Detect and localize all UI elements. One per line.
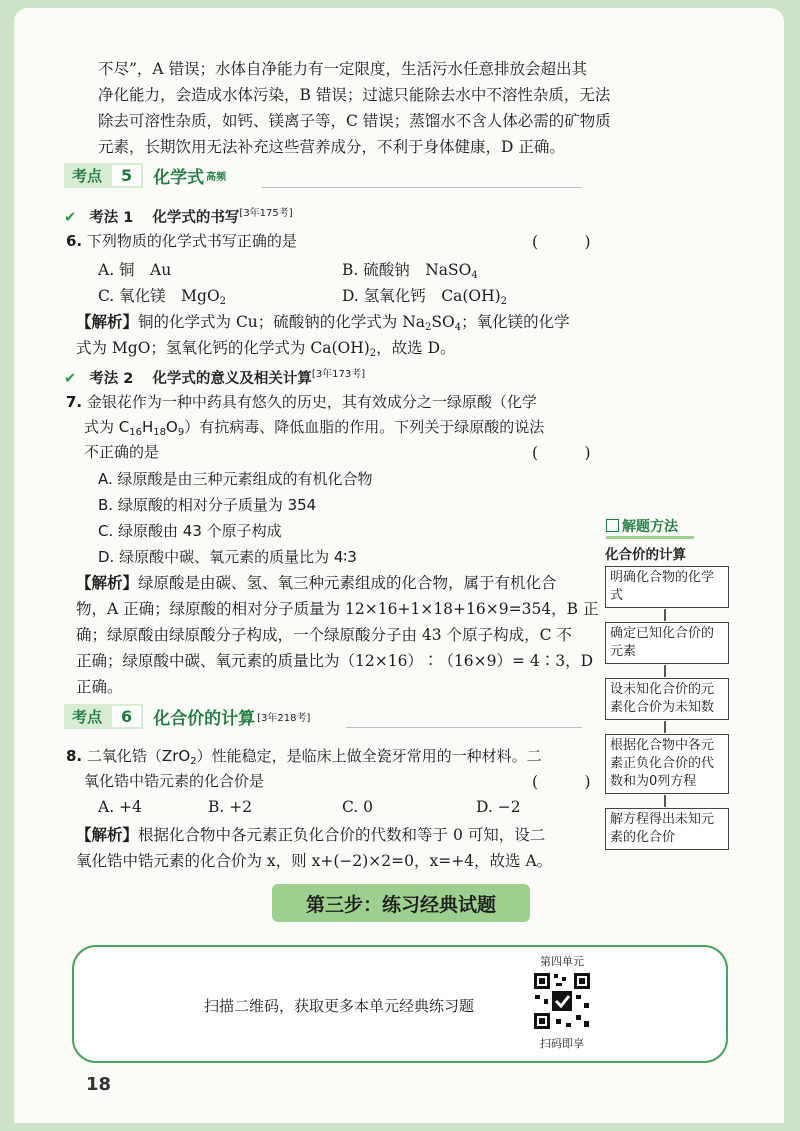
qr-promo-box [72, 945, 728, 1063]
option-c: C. 0 [342, 798, 374, 816]
method-step-4: 根据化合物中各元素正负化合价的代数和为0列方程 [605, 734, 729, 794]
question-7-line-3: 不正确的是 [84, 443, 160, 461]
frequency-tag: 高频 [206, 171, 227, 183]
section-title: 化合价的计算 [153, 708, 256, 729]
question-number: 8. [66, 747, 83, 765]
section-number: 5 [110, 163, 143, 188]
option-d: D. 绿原酸中碳、氧元素的质量比为 4∶3 [98, 548, 357, 566]
section-label: 考点 [64, 704, 110, 729]
method-step-2: 确定已知化合价的元素 [605, 622, 729, 664]
answer-6-line-1: 【解析】铜的化学式为 Cu；硫酸钠的化学式为 $Na_2SO_4$；氧化镁的化学 [76, 313, 570, 333]
answer-tag: 【解析】 [76, 313, 139, 331]
method-box-title: 解题方法 [606, 516, 678, 536]
intro-line-4: 元素，长期饮用无法补充这些营养成分，不利于身体健康，D 正确。 [98, 138, 565, 156]
intro-line-1: 不尽”，A 错误；水体自净能力有一定限度，生活污水任意排放会超出其 [98, 60, 588, 78]
qr-promo-text: 扫描二维码，获取更多本单元经典练习题 [204, 997, 475, 1015]
check-icon: ✔ [64, 371, 77, 387]
method-step-1: 明确化合物的化学式 [605, 566, 729, 608]
answer-8-line-1: 【解析】根据化合物中各元素正负化合价的代数和等于 0 可知，设二 [76, 826, 546, 844]
option-b: B. 绿原酸的相对分子质量为 354 [98, 496, 317, 514]
question-6-stem [66, 228, 297, 254]
method-box-subtitle: 化合价的计算 [605, 547, 686, 563]
method-step-3: 设未知化合价的元素化合价为未知数 [605, 678, 729, 720]
option-d: D. −2 [476, 798, 521, 816]
question-text: 下列物质的化学式书写正确的是 [86, 232, 297, 250]
answer-7-line-2: 物，A 正确；绿原酸的相对分子质量为 12×16+1×18+16×9=354，B 正 [76, 600, 599, 618]
divider [262, 187, 582, 188]
answer-7-line-3: 确；绿原酸由绿原酸分子构成，一个绿原酸分子由 43 个原子构成，C 不 [76, 626, 572, 644]
answer-bracket: ( ) [532, 773, 591, 791]
option-a: A. +4 [98, 798, 142, 816]
option-b: B. 硫酸钠 NaSO$_4$ [342, 261, 478, 281]
option-a: A. 铜 Au [98, 261, 172, 279]
title-underline [606, 536, 694, 539]
section-header-6 [64, 703, 310, 729]
intro-line-2: 净化能力，会造成水体污染，B 错误；过滤只能除去水中不溶性杂质，无法 [98, 86, 611, 104]
answer-7-line-5: 正确。 [76, 678, 123, 696]
divider [346, 727, 582, 728]
option-c: C. 氧化镁 MgO$_2$ [98, 287, 227, 307]
method-1-heading [64, 204, 293, 227]
option-a: A. 绿原酸是由三种元素组成的有机化合物 [98, 470, 373, 488]
method-name: 考法 1 [89, 210, 134, 226]
method-count: [3年173考] [311, 369, 366, 380]
method-title: 化学式的意义及相关计算 [152, 371, 312, 387]
arrow-down-icon [664, 795, 666, 807]
question-7-line-2: 式为 $C_{16}H_{18}O_9$）有抗病毒、降低血脂的作用。下列关于绿原酸的说法 [84, 418, 545, 438]
question-number: 6. [66, 232, 83, 250]
question-8-line-1: 8. 二氧化锆（ZrO$_2$）性能稳定，是临床上做全瓷牙常用的一种材料。二 [66, 747, 542, 767]
question-8-line-2: 氧化锆中锆元素的化合价是 [84, 772, 265, 790]
arrow-down-icon [664, 609, 666, 621]
arrow-down-icon [664, 665, 666, 677]
answer-7-line-1: 【解析】绿原酸是由碳、氢、氧三种元素组成的化合物，属于有机化合 [76, 574, 557, 592]
answer-6-line-2: 式为 MgO；氢氧化钙的化学式为 $Ca(OH)_2$，故选 D。 [76, 339, 456, 359]
arrow-down-icon [664, 721, 666, 733]
answer-bracket: ( ) [532, 444, 591, 462]
option-d: D. 氢氧化钙 $Ca(OH)_2$ [342, 287, 508, 307]
check-icon: ✔ [64, 210, 77, 226]
method-2-heading [64, 365, 365, 388]
answer-bracket: ( ) [532, 233, 591, 251]
step-three-banner: 第三步：练习经典试题 [272, 884, 530, 922]
method-title: 化学式的书写 [152, 210, 240, 226]
intro-line-3: 除去可溶性杂质，如钙、镁离子等，C 错误；蒸馏水不含人体必需的矿物质 [98, 112, 611, 130]
book-icon [606, 519, 619, 532]
method-name: 考法 2 [89, 371, 134, 387]
answer-8-line-2: 氧化锆中锆元素的化合价为 x，则 x+(−2)×2=0，x=+4，故选 A。 [76, 852, 553, 870]
answer-tag: 【解析】 [76, 574, 139, 592]
question-7-line-1: 7. 金银花作为一种中药具有悠久的历史，其有效成分之一绿原酸（化学 [66, 393, 537, 411]
option-b: B. +2 [208, 798, 253, 816]
answer-tag: 【解析】 [76, 826, 139, 844]
option-c: C. 绿原酸由 43 个原子构成 [98, 522, 282, 540]
method-count: [3年175考] [239, 208, 293, 219]
section-count: [3年218考] [257, 712, 311, 724]
section-title: 化学式 [153, 167, 205, 188]
qr-unit-label: 第四单元 [540, 955, 584, 968]
answer-7-line-4: 正确；绿原酸中碳、氧元素的质量比为（12×16）∶（16×9）= 4∶3，D [76, 652, 594, 670]
section-number: 6 [110, 704, 143, 729]
question-number: 7. [66, 393, 83, 411]
method-step-5: 解方程得出未知元素的化合价 [605, 808, 729, 850]
qr-code-icon[interactable] [532, 971, 592, 1031]
section-label: 考点 [64, 163, 110, 188]
qr-caption: 扫码即享 [540, 1037, 584, 1050]
section-header-5 [64, 162, 226, 188]
page-number: 18 [86, 1074, 112, 1095]
